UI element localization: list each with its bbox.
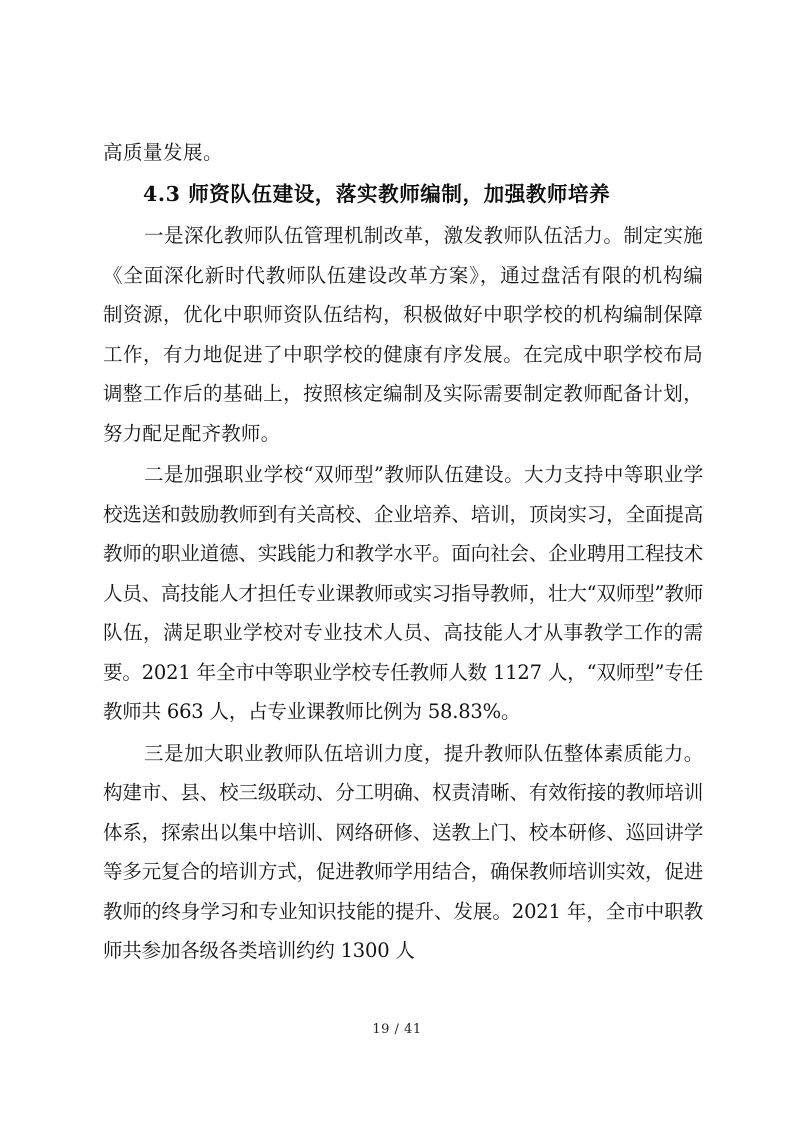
paragraph-three: 三是加大职业教师队伍培训力度，提升教师队伍整体素质能力。构建市、县、校三级联动、分工明确、权责清晰、有效衔接的教师培训体系，探索出以集中培训、网络研修、送教上门、校本研修、巡回讲学等多元复合的培训方式，促进教师学用结合，确保教师培训实效，促进教师的终身学习和专业知识技能的提升、发展。2021 年，全市中职教师共参加各级各类培训约约 1300 人	[103, 741, 703, 962]
paragraph-one: 一是深化教师队伍管理机制改革，激发教师队伍活力。制定实施《全面深化新时代教师队伍建设改革方案》，通过盘活有限的机构编制资源，优化中职师资队伍结构，积极做好中职学校的机构编制保障工作，有力地促进了中职学校的健康有序发展。在完成中职学校布局调整工作后的基础上，按照核定编制及实际需要制定教师配备计划，努力配足配齐教师。	[103, 224, 703, 445]
continued-text-line: 高质量发展。	[103, 141, 224, 164]
paragraph-two: 二是加强职业学校“双师型”教师队伍建设。大力支持中等职业学校选送和鼓励教师到有关高校、企业培养、培训，顶岗实习，全面提高教师的职业道德、实践能力和教学水平。面向社会、企业聘用工程技术人员、高技能人才担任专业课教师或实习指导教师，壮大“双师型”教师队伍，满足职业学校对专业技术人员、高技能人才从事教学工作的需要。2021 年全市中等职业学校专任教师人数 1127 人，“双师型”专任教师共 663 人，占专业课教师比例为 58.83%。	[103, 463, 703, 723]
page-content	[103, 133, 703, 971]
page-number-footer: 19 / 41	[372, 1022, 422, 1037]
section-heading-4-3: 4.3 师资队伍建设，落实教师编制，加强教师培养	[143, 182, 611, 206]
